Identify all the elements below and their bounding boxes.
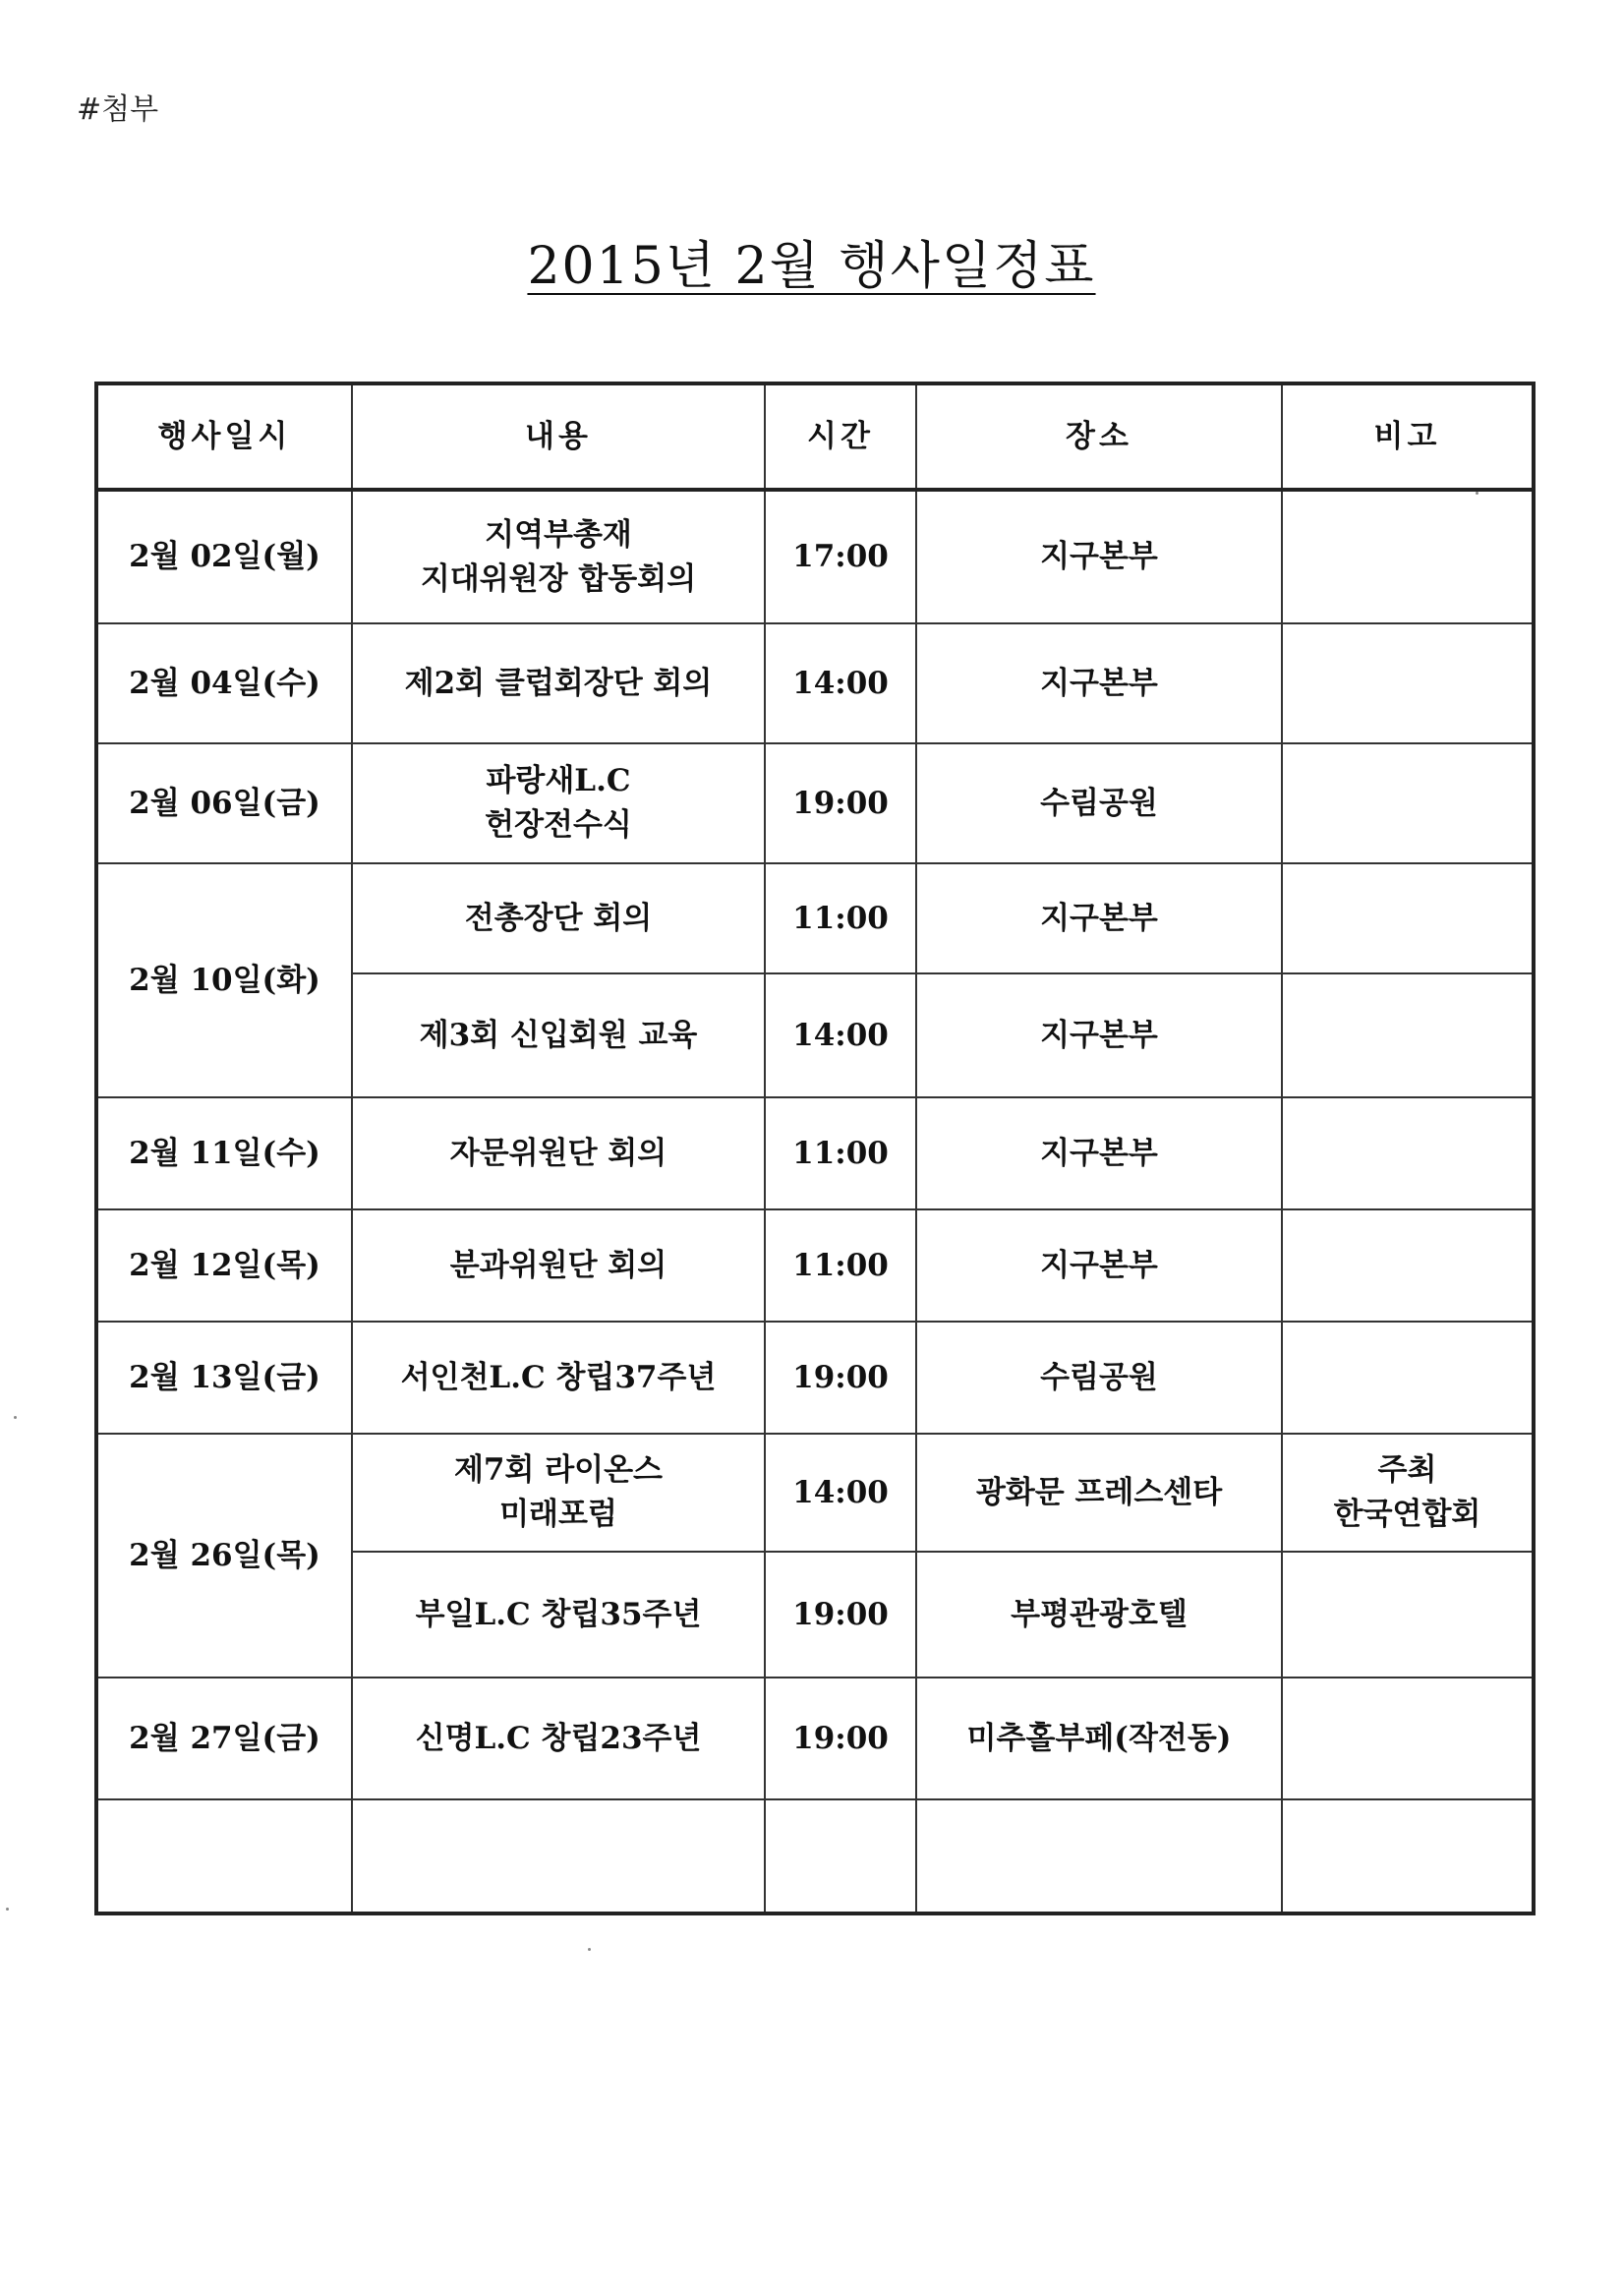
cell-content: 전총장단 회의: [352, 863, 765, 973]
scan-speck: [588, 1948, 591, 1951]
table-row: [96, 1678, 1534, 1799]
header-content: 내용: [352, 383, 765, 490]
cell-note: [1282, 1678, 1534, 1799]
scan-speck: [6, 1908, 9, 1911]
cell-time: 11:00: [765, 863, 916, 973]
cell-note: [1282, 1799, 1534, 1913]
cell-date: 2월 11일(수): [96, 1097, 352, 1209]
cell-time: 11:00: [765, 1097, 916, 1209]
page-title-text: 2015년 2월 행사일정표: [527, 237, 1096, 296]
cell-content: [352, 1434, 765, 1552]
header-note: 비고: [1282, 383, 1534, 490]
cell-place: 지구본부: [916, 1209, 1282, 1322]
cell-note: [1282, 490, 1534, 623]
cell-date: 2월 27일(금): [96, 1678, 352, 1799]
cell-content-line: 지역부총재: [485, 516, 632, 553]
cell-time: 19:00: [765, 1552, 916, 1678]
cell-place: 광화문 프레스센타: [916, 1434, 1282, 1552]
cell-note-line: 한국연합회: [1333, 1497, 1481, 1532]
cell-note: [1282, 1209, 1534, 1322]
cell-place: 부평관광호텔: [916, 1552, 1282, 1678]
table-row: [96, 623, 1534, 743]
cell-place: 지구본부: [916, 490, 1282, 623]
page-title: [0, 224, 1623, 298]
cell-time: 14:00: [765, 623, 916, 743]
table-row-empty: [96, 1799, 1534, 1913]
cell-note: [1282, 973, 1534, 1097]
schedule-table: [94, 382, 1536, 1915]
cell-place: [916, 1799, 1282, 1913]
cell-content: 제3회 신입회원 교육: [352, 973, 765, 1097]
table-row: [96, 743, 1534, 863]
cell-content: 서인천L.C 창립37주년: [352, 1322, 765, 1434]
cell-time: 19:00: [765, 1322, 916, 1434]
table-row: [96, 1209, 1534, 1322]
cell-content-line: 헌장전수식: [485, 807, 632, 843]
cell-note: [1282, 1097, 1534, 1209]
cell-date: 2월 02일(월): [96, 490, 352, 623]
scan-speck: [1476, 492, 1478, 495]
cell-content-line: 지대위원장 합동회의: [420, 560, 697, 597]
cell-place: 지구본부: [916, 1097, 1282, 1209]
cell-date: 2월 12일(목): [96, 1209, 352, 1322]
cell-note: [1282, 863, 1534, 973]
cell-content: [352, 743, 765, 863]
cell-note-line: 주최: [1377, 1452, 1437, 1489]
table-row: [96, 1322, 1534, 1434]
cell-note: [1282, 623, 1534, 743]
cell-place: 수림공원: [916, 1322, 1282, 1434]
cell-time: 14:00: [765, 1434, 916, 1552]
header-time: 시간: [765, 383, 916, 490]
cell-place: 지구본부: [916, 863, 1282, 973]
cell-note: [1282, 1552, 1534, 1678]
cell-content: 제2회 클럽회장단 회의: [352, 623, 765, 743]
cell-note: [1282, 1322, 1534, 1434]
cell-date: 2월 06일(금): [96, 743, 352, 863]
table-header-row: [96, 383, 1534, 490]
cell-time: 14:00: [765, 973, 916, 1097]
cell-date: 2월 04일(수): [96, 623, 352, 743]
cell-time: 17:00: [765, 490, 916, 623]
table-row: [96, 490, 1534, 623]
cell-content-line: 파랑새L.C: [486, 763, 631, 799]
cell-date: 2월 26일(목): [96, 1434, 352, 1678]
cell-note: [1282, 743, 1534, 863]
cell-content: 분과위원단 회의: [352, 1209, 765, 1322]
cell-place: 지구본부: [916, 623, 1282, 743]
cell-time: 19:00: [765, 743, 916, 863]
cell-date: [96, 1799, 352, 1913]
cell-content-line: 제7회 라이온스: [453, 1452, 664, 1489]
cell-place: 수림공원: [916, 743, 1282, 863]
scan-speck: [14, 1416, 17, 1419]
cell-place: 지구본부: [916, 973, 1282, 1097]
table-row: [96, 1097, 1534, 1209]
table-row: [96, 1434, 1534, 1552]
cell-content: [352, 1799, 765, 1913]
cell-content: 부일L.C 창립35주년: [352, 1552, 765, 1678]
cell-time: [765, 1799, 916, 1913]
cell-content: 자문위원단 회의: [352, 1097, 765, 1209]
cell-place: 미추홀부페(작전동): [916, 1678, 1282, 1799]
table-row: [96, 863, 1534, 973]
header-date: 행사일시: [96, 383, 352, 490]
cell-date: 2월 13일(금): [96, 1322, 352, 1434]
cell-time: 19:00: [765, 1678, 916, 1799]
header-place: 장소: [916, 383, 1282, 490]
cell-content-line: 미래포럼: [499, 1497, 617, 1532]
attachment-label: #첨부: [77, 92, 159, 127]
cell-note: [1282, 1434, 1534, 1552]
cell-date: 2월 10일(화): [96, 863, 352, 1097]
cell-content: 신명L.C 창립23주년: [352, 1678, 765, 1799]
cell-time: 11:00: [765, 1209, 916, 1322]
cell-content: [352, 490, 765, 623]
